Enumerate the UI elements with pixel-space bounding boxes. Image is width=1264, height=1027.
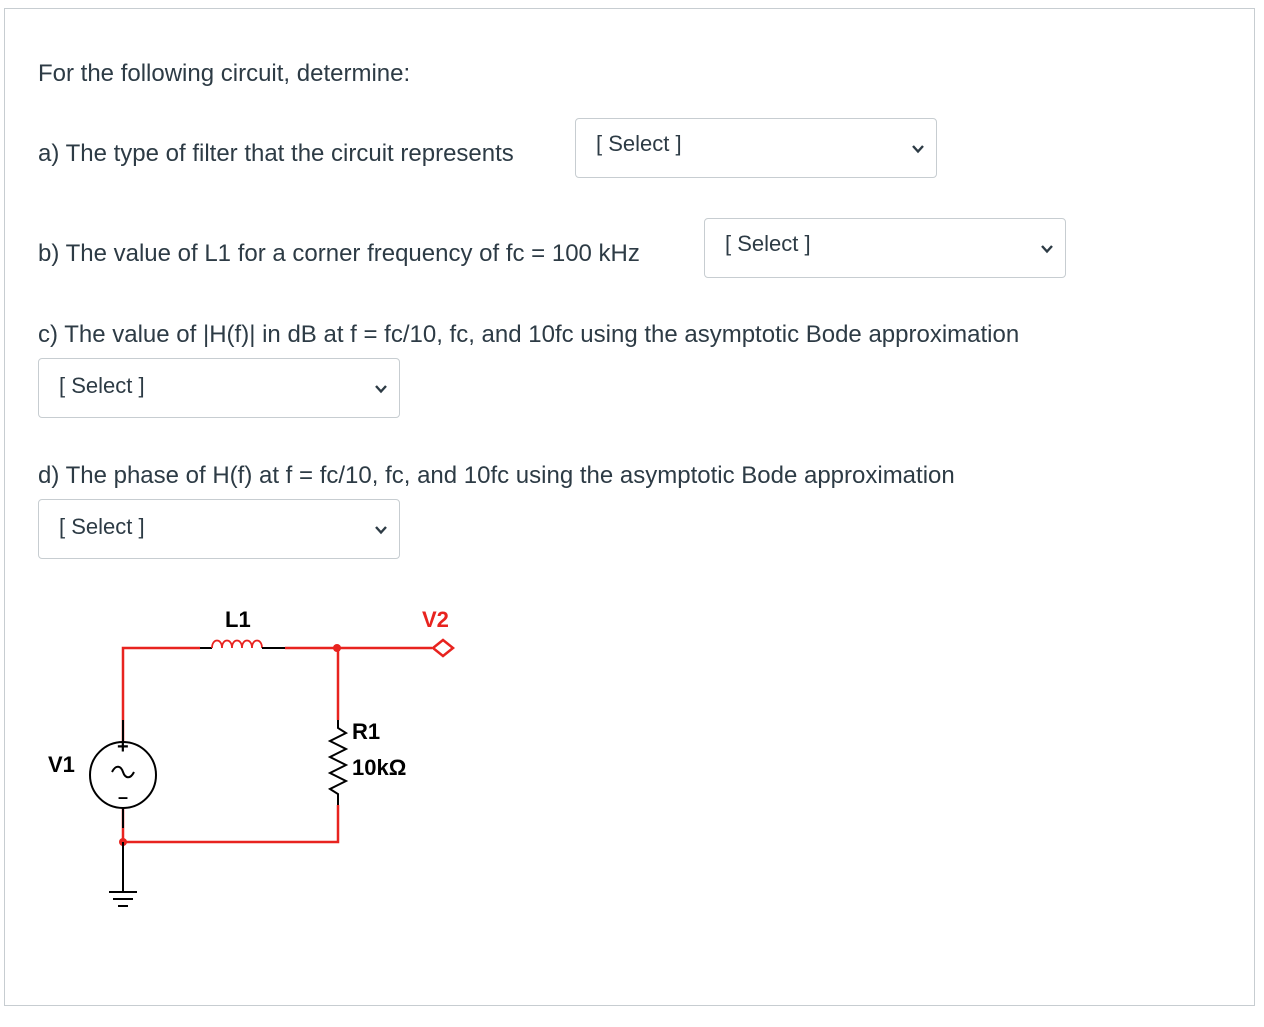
resistor-r1 <box>330 720 346 805</box>
inductor-l1 <box>200 641 285 649</box>
junction-dot <box>333 644 341 652</box>
magnitude-db-select-value: [ Select ] <box>59 373 145 398</box>
part-d-prompt: d) The phase of H(f) at f = fc/10, fc, and 10fc using the asymptotic Bode approximation <box>38 462 955 489</box>
part-b-prompt: b) The value of L1 for a corner frequency of fc = 100 kHz <box>38 240 640 267</box>
circuit-wires <box>123 648 432 842</box>
inductor-label: L1 <box>225 607 251 632</box>
question-intro: For the following circuit, determine: <box>38 60 411 87</box>
ground-icon <box>109 842 137 906</box>
source-minus-sign: – <box>118 787 129 807</box>
part-c-prompt: c) The value of |H(f)| in dB at f = fc/10, fc, and 10fc using the asymptotic Bode approximation <box>38 321 1020 348</box>
resistor-value: 10kΩ <box>352 755 407 780</box>
part-a-prompt: a) The type of filter that the circuit represents <box>38 140 514 167</box>
output-terminal-icon <box>433 640 453 656</box>
phase-select-value: [ Select ] <box>59 514 145 539</box>
filter-type-select-value: [ Select ] <box>596 131 682 156</box>
inductor-value-select-value: [ Select ] <box>725 231 811 256</box>
resistor-label: R1 <box>352 719 381 744</box>
source-label: V1 <box>48 752 75 777</box>
output-label: V2 <box>422 607 449 632</box>
source-plus-sign: + <box>117 736 129 758</box>
